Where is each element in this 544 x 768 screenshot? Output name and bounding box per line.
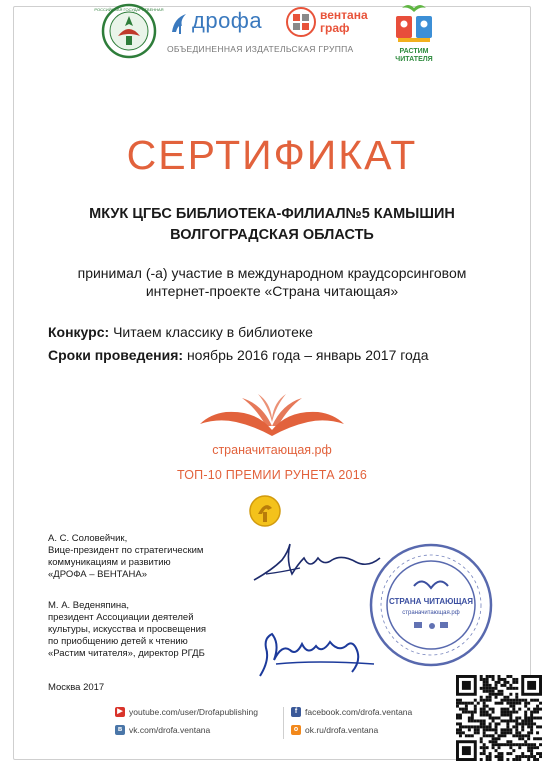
link-vk[interactable] (115, 725, 210, 735)
ventana-logo-text (320, 9, 368, 35)
ventana-line1: вентана (320, 8, 368, 22)
drofa-logo-text: дрофа (192, 8, 263, 33)
links-divider (283, 707, 284, 739)
dates-label: Сроки проведения: (48, 347, 184, 363)
dates-value: ноябрь 2016 года – январь 2017 года (186, 347, 429, 363)
org-line-2: ВОЛГОГРАДСКАЯ ОБЛАСТЬ (170, 227, 374, 243)
signatory-2-line: «Растим читателя», директор РГДБ (48, 648, 205, 659)
odnoklassniki-icon: о (291, 725, 301, 735)
open-book-icon (196, 392, 348, 438)
youtube-icon: ▶ (115, 707, 125, 717)
rgdb-logo-icon (94, 2, 164, 60)
link-ok-text: ok.ru/drofa.ventana (305, 725, 379, 735)
rastim-line2: ЧИТАТЕЛЯ (395, 56, 433, 63)
signatory-1-line: А. С. Соловейчик, (48, 533, 128, 544)
link-vk-text: vk.com/drofa.ventana (129, 725, 211, 735)
facebook-icon: f (291, 707, 301, 717)
signature-soloveychik (252, 540, 382, 586)
signatory-1 (48, 533, 203, 581)
signatory-2-line: по приобщению детей к чтению (48, 636, 188, 647)
header-logos (94, 2, 445, 64)
ventana-logo-icon (285, 6, 317, 38)
project-url: страначитающая.рф (212, 443, 332, 457)
participation-text (0, 264, 544, 300)
stamp-center-line2: страначитающая.рф (402, 610, 460, 616)
org-line-1: МКУК ЦГБС БИБЛИОТЕКА-ФИЛИАЛ№5 КАМЫШИН (89, 206, 455, 222)
qr-code (456, 675, 542, 761)
city-year: Москва 2017 (48, 682, 105, 693)
runet-award-icon (248, 494, 282, 528)
rastim-line1: РАСТИМ (399, 48, 429, 55)
publisher-group-label: ОБЪЕДИНЕННАЯ ИЗДАТЕЛЬСКАЯ ГРУППА (167, 44, 354, 54)
link-facebook[interactable] (291, 707, 412, 717)
rastim-chitatelya-icon (390, 2, 438, 48)
stamp-center-line1: СТРАНА ЧИТАЮЩАЯ (388, 597, 474, 606)
link-facebook-text: facebook.com/drofa.ventana (305, 707, 413, 717)
award-text: ТОП-10 ПРЕМИИ РУНЕТА 2016 (176, 468, 368, 482)
signatory-2-line: М. А. Веденяпина, (48, 600, 130, 611)
organization-stamp (366, 540, 496, 670)
contest-row (48, 324, 313, 340)
link-youtube-text: youtube.com/user/Drofapublishing (129, 707, 258, 717)
contest-label: Конкурс: (48, 324, 110, 340)
signatory-2 (48, 600, 206, 660)
signatory-1-line: «ДРОФА – ВЕНТАНА» (48, 569, 147, 580)
drofa-bird-icon (168, 10, 192, 38)
signatory-2-line: президент Ассоциации деятелей (48, 612, 194, 623)
contest-value: Читаем классику в библиотеке (113, 324, 313, 340)
rastim-chitatelya-text (386, 48, 442, 64)
participation-line-1: принимал (-а) участие в международном краудсорсинговом (77, 265, 467, 281)
svg-text:РОССИЙСКАЯ ГОСУДАРСТВЕННАЯ: РОССИЙСКАЯ ГОСУДАРСТВЕННАЯ (94, 7, 164, 12)
signatory-2-line: культуры, искусства и просвещения (48, 624, 207, 635)
dates-row (48, 347, 429, 363)
ventana-line2: граф (320, 21, 350, 35)
certificate-title: СЕРТИФИКАТ (126, 132, 418, 178)
social-links (115, 707, 445, 739)
vk-icon: в (115, 725, 125, 735)
link-youtube[interactable] (115, 707, 258, 717)
participation-line-2: интернет-проекте «Страна читающая» (145, 283, 399, 299)
recipient-organization (0, 204, 544, 246)
signatory-1-line: коммуникациям и развитию (48, 557, 171, 568)
link-odnoklassniki[interactable] (291, 725, 378, 735)
signatory-1-line: Вице-президент по стратегическим (48, 545, 204, 556)
